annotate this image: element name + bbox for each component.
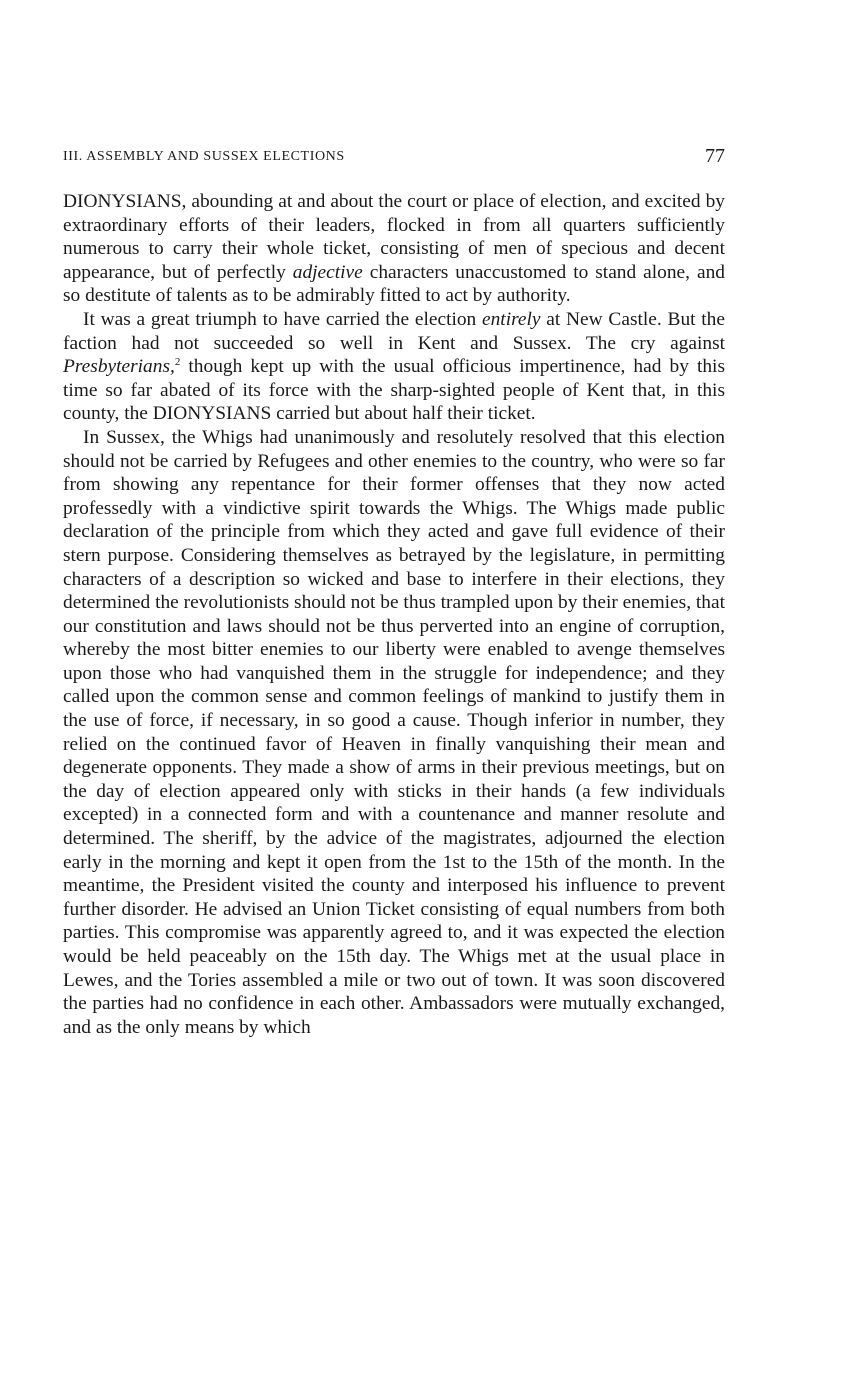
text-run: In Sussex, the Whigs had unanimously and resolutely resolved that this election should not be carried by Refugees and other enemies to the country, who were so far from showing any repentance for their former offenses that they now acted professedly with a vindictive spirit towards the Whigs. The Whigs made public declaration of the principle from which they acted and gave full evidence of their stern purpose. Considering themselves as betrayed by the legislature, in permitting characters of a description so wicked and base to interfere in their elections, they determined the revolutionists should not be thus trampled upon by their enemies, that our constitution and laws should not be thus perverted into an engine of corruption, whereby the most bitter enemies to our liberty were enabled to avenge themselves upon those who had vanquished them in the struggle for independence; and they called upon the common sense and common feelings of mankind to justify them in the use of force, if necessary, in so good a cause. Though inferior in number, they relied on the continued favor of Heaven in finally vanquishing their mean and degenerate opponents. They made a show of arms in their previous meetings, but on the day of election appeared only with sticks in their hands (a few individuals excepted) in a connected form and with a countenance and manner resolute and determined. The sheriff, by the advice of the magistrates, adjourned the election early in the morning and kept it open from the 1st to the 15th of the month. In the meantime, the President visited the county and interposed his influence to prevent further disorder. He advised an Union Ticket consisting of equal numbers from both parties. This compromise was apparently agreed to, and it was expected the election would be held peaceably on the 15th day. The Whigs met at the usual place in Lewes, and the Tories assembled a mile or two out of town. It was soon discovered the parties had no confidence in each other. Ambassadors were mutually exchanged, and as the only means by which [63, 426, 725, 1038]
chapter-title: III. ASSEMBLY AND SUSSEX ELECTIONS [63, 149, 345, 164]
italic-text: adjective [292, 261, 363, 283]
paragraph-1 [63, 190, 725, 308]
text-run: It was a great triumph to have carried the election [83, 308, 482, 330]
paragraph-3 [63, 426, 725, 1039]
paragraph-2 [63, 308, 725, 426]
italic-text: entirely [482, 308, 541, 330]
page-number: 77 [705, 145, 725, 167]
text-run: characters unaccustomed to stand alone, and so destitute of talents as to be admirably fitted to act by authority. [63, 261, 725, 307]
italic-text: Presbyterians, [63, 356, 175, 378]
running-head [63, 147, 725, 171]
text-run: at New Castle. But the faction had not succeeded so well in Kent and Sussex. The cry against [63, 308, 725, 354]
text-run: DIONYSIANS, abounding at and about the court or place of election, and excited by extraordinary efforts of their leaders, flocked in from all quarters sufficiently numerous to carry their whole ticket, consisting of men of specious and decent appearance, but of perfectly [63, 191, 725, 283]
footnote-marker: 2 [174, 356, 181, 369]
text-run: though kept up with the usual officious impertinence, had by this time so far abated of its force with the sharp-sighted people of Kent that, in this county, the DIONYSIANS carried but about half their ticket. [63, 356, 725, 425]
body-text [63, 190, 725, 1039]
